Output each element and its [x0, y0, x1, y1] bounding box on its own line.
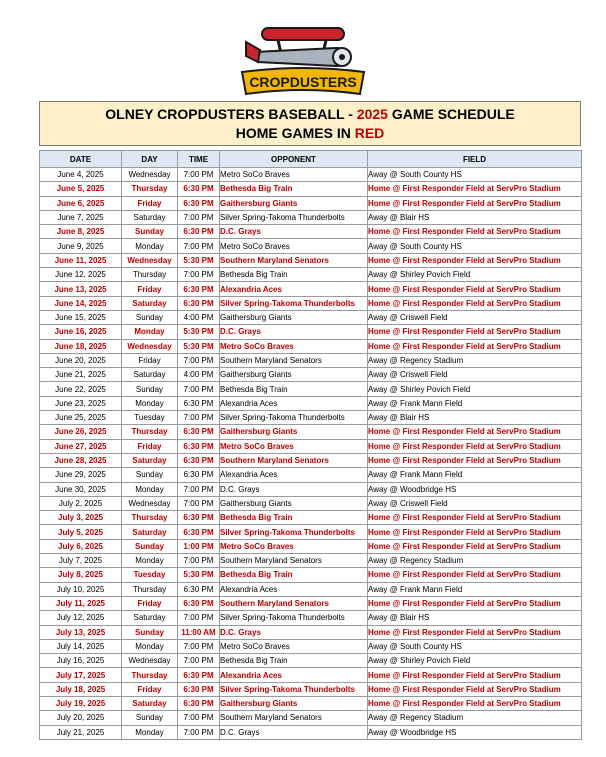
- cell-field: Away @ Woodbridge HS: [368, 482, 582, 496]
- cell-day: Thursday: [122, 268, 178, 282]
- cell-field: Home @ First Responder Field at ServPro Stadium: [368, 696, 582, 710]
- cell-date: July 12, 2025: [40, 611, 122, 625]
- cell-day: Sunday: [122, 539, 178, 553]
- cell-time: 6:30 PM: [178, 468, 220, 482]
- cell-field: Home @ First Responder Field at ServPro Stadium: [368, 196, 582, 210]
- table-row: [40, 168, 582, 182]
- cell-day: Monday: [122, 725, 178, 739]
- cell-time: 7:00 PM: [178, 353, 220, 367]
- cell-day: Friday: [122, 439, 178, 453]
- cell-date: June 23, 2025: [40, 396, 122, 410]
- cell-opponent: Metro SoCo Braves: [220, 168, 368, 182]
- cell-opponent: Silver Spring-Takoma Thunderbolts: [220, 525, 368, 539]
- table-row: [40, 568, 582, 582]
- cell-field: Home @ First Responder Field at ServPro Stadium: [368, 439, 582, 453]
- cell-opponent: Metro SoCo Braves: [220, 639, 368, 653]
- cell-day: Sunday: [122, 625, 178, 639]
- cell-day: Friday: [122, 596, 178, 610]
- table-row: [40, 525, 582, 539]
- cell-day: Sunday: [122, 225, 178, 239]
- cell-time: 6:30 PM: [178, 596, 220, 610]
- cell-time: 7:00 PM: [178, 496, 220, 510]
- cell-date: June 27, 2025: [40, 439, 122, 453]
- cell-opponent: Bethesda Big Train: [220, 568, 368, 582]
- cell-day: Saturday: [122, 296, 178, 310]
- cell-date: July 20, 2025: [40, 711, 122, 725]
- cell-day: Monday: [122, 554, 178, 568]
- cell-date: June 12, 2025: [40, 268, 122, 282]
- cell-field: Away @ Shirley Povich Field: [368, 654, 582, 668]
- cell-field: Away @ Shirley Povich Field: [368, 382, 582, 396]
- cell-time: 7:00 PM: [178, 239, 220, 253]
- cell-day: Thursday: [122, 511, 178, 525]
- header-day: DAY: [122, 151, 178, 168]
- cell-day: Friday: [122, 353, 178, 367]
- cell-opponent: Southern Maryland Senators: [220, 453, 368, 467]
- cell-day: Sunday: [122, 468, 178, 482]
- cell-time: 7:00 PM: [178, 382, 220, 396]
- table-row: [40, 611, 582, 625]
- table-row: [40, 696, 582, 710]
- table-row: [40, 411, 582, 425]
- table-row: [40, 425, 582, 439]
- cell-time: 4:00 PM: [178, 368, 220, 382]
- cell-date: July 14, 2025: [40, 639, 122, 653]
- cell-day: Saturday: [122, 210, 178, 224]
- cell-field: Away @ Frank Mann Field: [368, 582, 582, 596]
- cell-time: 6:30 PM: [178, 225, 220, 239]
- cell-opponent: Alexandria Aces: [220, 668, 368, 682]
- cell-day: Wednesday: [122, 654, 178, 668]
- cell-day: Wednesday: [122, 496, 178, 510]
- cell-day: Wednesday: [122, 168, 178, 182]
- cell-time: 6:30 PM: [178, 182, 220, 196]
- table-row: [40, 439, 582, 453]
- cell-field: Away @ Frank Mann Field: [368, 468, 582, 482]
- cell-day: Monday: [122, 639, 178, 653]
- table-row: [40, 239, 582, 253]
- table-row: [40, 654, 582, 668]
- cell-date: June 28, 2025: [40, 453, 122, 467]
- cell-opponent: Southern Maryland Senators: [220, 554, 368, 568]
- table-row: [40, 582, 582, 596]
- cell-date: June 26, 2025: [40, 425, 122, 439]
- cell-field: Home @ First Responder Field at ServPro Stadium: [368, 453, 582, 467]
- cell-date: June 8, 2025: [40, 225, 122, 239]
- table-row: [40, 353, 582, 367]
- cell-opponent: D.C. Grays: [220, 482, 368, 496]
- cell-date: June 16, 2025: [40, 325, 122, 339]
- cell-date: June 5, 2025: [40, 182, 122, 196]
- cell-date: July 10, 2025: [40, 582, 122, 596]
- cell-opponent: Bethesda Big Train: [220, 182, 368, 196]
- cell-opponent: Metro SoCo Braves: [220, 339, 368, 353]
- table-row: [40, 368, 582, 382]
- cell-date: June 18, 2025: [40, 339, 122, 353]
- cell-day: Friday: [122, 282, 178, 296]
- cell-day: Friday: [122, 682, 178, 696]
- cell-date: July 16, 2025: [40, 654, 122, 668]
- cell-field: Away @ Blair HS: [368, 411, 582, 425]
- cell-date: July 21, 2025: [40, 725, 122, 739]
- cell-field: Away @ Blair HS: [368, 210, 582, 224]
- cell-field: Away @ Regency Stadium: [368, 711, 582, 725]
- cell-opponent: Metro SoCo Braves: [220, 239, 368, 253]
- table-row: [40, 468, 582, 482]
- cell-opponent: Bethesda Big Train: [220, 511, 368, 525]
- cell-date: June 7, 2025: [40, 210, 122, 224]
- table-row: [40, 210, 582, 224]
- cell-opponent: Southern Maryland Senators: [220, 596, 368, 610]
- cell-field: Home @ First Responder Field at ServPro Stadium: [368, 425, 582, 439]
- header-date: DATE: [40, 151, 122, 168]
- cell-day: Monday: [122, 239, 178, 253]
- table-row: [40, 253, 582, 267]
- cell-field: Away @ South County HS: [368, 168, 582, 182]
- cell-day: Sunday: [122, 711, 178, 725]
- cell-time: 5:30 PM: [178, 325, 220, 339]
- cell-time: 7:00 PM: [178, 654, 220, 668]
- cell-opponent: Alexandria Aces: [220, 396, 368, 410]
- cell-field: Away @ Shirley Povich Field: [368, 268, 582, 282]
- cell-day: Monday: [122, 325, 178, 339]
- cell-day: Thursday: [122, 668, 178, 682]
- cell-field: Home @ First Responder Field at ServPro Stadium: [368, 282, 582, 296]
- cell-day: Thursday: [122, 582, 178, 596]
- cell-time: 6:30 PM: [178, 439, 220, 453]
- cell-date: July 13, 2025: [40, 625, 122, 639]
- table-row: [40, 296, 582, 310]
- table-row: [40, 511, 582, 525]
- cell-day: Saturday: [122, 525, 178, 539]
- logo-text: CROPDUSTERS: [249, 74, 357, 90]
- cell-opponent: Silver Spring-Takoma Thunderbolts: [220, 611, 368, 625]
- table-row: [40, 596, 582, 610]
- table-row: [40, 396, 582, 410]
- cell-time: 6:30 PM: [178, 453, 220, 467]
- header-time: TIME: [178, 151, 220, 168]
- cropdusters-logo: [240, 22, 366, 100]
- cell-date: July 5, 2025: [40, 525, 122, 539]
- cell-day: Thursday: [122, 425, 178, 439]
- table-row: [40, 539, 582, 553]
- cell-time: 11:00 AM: [178, 625, 220, 639]
- cell-field: Home @ First Responder Field at ServPro Stadium: [368, 596, 582, 610]
- cell-time: 7:00 PM: [178, 411, 220, 425]
- cell-date: June 25, 2025: [40, 411, 122, 425]
- cell-time: 4:00 PM: [178, 310, 220, 324]
- cell-field: Away @ South County HS: [368, 239, 582, 253]
- cell-date: June 15, 2025: [40, 310, 122, 324]
- cell-date: July 18, 2025: [40, 682, 122, 696]
- cell-time: 6:30 PM: [178, 582, 220, 596]
- cell-date: June 9, 2025: [40, 239, 122, 253]
- cell-time: 6:30 PM: [178, 668, 220, 682]
- cell-day: Tuesday: [122, 568, 178, 582]
- table-row: [40, 625, 582, 639]
- cell-opponent: Metro SoCo Braves: [220, 539, 368, 553]
- cell-field: Away @ Blair HS: [368, 611, 582, 625]
- cell-opponent: Metro SoCo Braves: [220, 439, 368, 453]
- table-row: [40, 639, 582, 653]
- table-row: [40, 310, 582, 324]
- table-row: [40, 268, 582, 282]
- cell-field: Home @ First Responder Field at ServPro Stadium: [368, 568, 582, 582]
- table-row: [40, 711, 582, 725]
- schedule-table: [39, 150, 582, 740]
- cell-date: June 22, 2025: [40, 382, 122, 396]
- table-row: [40, 482, 582, 496]
- cell-opponent: D.C. Grays: [220, 725, 368, 739]
- cell-opponent: Bethesda Big Train: [220, 382, 368, 396]
- cell-field: Home @ First Responder Field at ServPro Stadium: [368, 339, 582, 353]
- table-row: [40, 668, 582, 682]
- cell-field: Home @ First Responder Field at ServPro Stadium: [368, 668, 582, 682]
- table-row: [40, 196, 582, 210]
- cell-date: July 19, 2025: [40, 696, 122, 710]
- cell-time: 5:30 PM: [178, 253, 220, 267]
- cell-time: 6:30 PM: [178, 296, 220, 310]
- cell-opponent: Gaithersburg Giants: [220, 425, 368, 439]
- cell-date: July 3, 2025: [40, 511, 122, 525]
- cell-day: Wednesday: [122, 253, 178, 267]
- cell-day: Friday: [122, 196, 178, 210]
- cell-field: Home @ First Responder Field at ServPro Stadium: [368, 253, 582, 267]
- cell-day: Thursday: [122, 182, 178, 196]
- cell-opponent: D.C. Grays: [220, 225, 368, 239]
- cell-field: Away @ Frank Mann Field: [368, 396, 582, 410]
- cell-date: July 7, 2025: [40, 554, 122, 568]
- table-row: [40, 554, 582, 568]
- title-line-2: HOME GAMES IN RED: [235, 125, 385, 141]
- cell-opponent: Southern Maryland Senators: [220, 353, 368, 367]
- cell-opponent: Gaithersburg Giants: [220, 696, 368, 710]
- cell-time: 7:00 PM: [178, 482, 220, 496]
- cell-time: 6:30 PM: [178, 511, 220, 525]
- cell-opponent: Alexandria Aces: [220, 282, 368, 296]
- cell-day: Wednesday: [122, 339, 178, 353]
- cell-date: July 17, 2025: [40, 668, 122, 682]
- cell-time: 6:30 PM: [178, 282, 220, 296]
- header-opponent: OPPONENT: [220, 151, 368, 168]
- cell-time: 7:00 PM: [178, 268, 220, 282]
- cell-time: 7:00 PM: [178, 725, 220, 739]
- cell-date: July 2, 2025: [40, 496, 122, 510]
- cell-date: July 8, 2025: [40, 568, 122, 582]
- cell-time: 7:00 PM: [178, 554, 220, 568]
- cell-time: 6:30 PM: [178, 525, 220, 539]
- cell-field: Away @ Criswell Field: [368, 368, 582, 382]
- cell-day: Sunday: [122, 310, 178, 324]
- cell-date: June 29, 2025: [40, 468, 122, 482]
- cell-opponent: Gaithersburg Giants: [220, 496, 368, 510]
- cell-opponent: Bethesda Big Train: [220, 654, 368, 668]
- cell-date: June 21, 2025: [40, 368, 122, 382]
- cell-day: Saturday: [122, 453, 178, 467]
- table-row: [40, 453, 582, 467]
- cell-field: Away @ Regency Stadium: [368, 554, 582, 568]
- cell-day: Monday: [122, 396, 178, 410]
- schedule-title: [39, 101, 581, 146]
- cell-opponent: Alexandria Aces: [220, 582, 368, 596]
- table-row: [40, 225, 582, 239]
- cell-date: June 20, 2025: [40, 353, 122, 367]
- table-row: [40, 682, 582, 696]
- cell-time: 7:00 PM: [178, 711, 220, 725]
- cell-field: Home @ First Responder Field at ServPro Stadium: [368, 539, 582, 553]
- cell-date: June 11, 2025: [40, 253, 122, 267]
- cell-time: 6:30 PM: [178, 682, 220, 696]
- cell-time: 7:00 PM: [178, 611, 220, 625]
- table-row: [40, 339, 582, 353]
- cell-time: 6:30 PM: [178, 396, 220, 410]
- table-row: [40, 282, 582, 296]
- table-row: [40, 725, 582, 739]
- cell-field: Home @ First Responder Field at ServPro Stadium: [368, 225, 582, 239]
- header-field: FIELD: [368, 151, 582, 168]
- cell-opponent: Gaithersburg Giants: [220, 368, 368, 382]
- cell-opponent: Alexandria Aces: [220, 468, 368, 482]
- table-row: [40, 182, 582, 196]
- cell-field: Home @ First Responder Field at ServPro Stadium: [368, 296, 582, 310]
- cell-time: 7:00 PM: [178, 168, 220, 182]
- cell-time: 1:00 PM: [178, 539, 220, 553]
- table-header-row: [40, 151, 582, 168]
- cell-day: Saturday: [122, 611, 178, 625]
- cell-date: June 14, 2025: [40, 296, 122, 310]
- cell-day: Saturday: [122, 368, 178, 382]
- cell-time: 6:30 PM: [178, 196, 220, 210]
- cell-field: Home @ First Responder Field at ServPro Stadium: [368, 625, 582, 639]
- cell-time: 5:30 PM: [178, 339, 220, 353]
- cell-day: Sunday: [122, 382, 178, 396]
- cell-field: Away @ Woodbridge HS: [368, 725, 582, 739]
- cell-field: Home @ First Responder Field at ServPro Stadium: [368, 182, 582, 196]
- table-row: [40, 382, 582, 396]
- cell-opponent: Southern Maryland Senators: [220, 253, 368, 267]
- cell-time: 7:00 PM: [178, 210, 220, 224]
- cell-day: Saturday: [122, 696, 178, 710]
- cell-day: Tuesday: [122, 411, 178, 425]
- cell-opponent: Bethesda Big Train: [220, 268, 368, 282]
- cell-opponent: Silver Spring-Takoma Thunderbolts: [220, 682, 368, 696]
- cell-time: 5:30 PM: [178, 568, 220, 582]
- cell-time: 7:00 PM: [178, 639, 220, 653]
- title-line-1: OLNEY CROPDUSTERS BASEBALL - 2025 GAME SCHEDULE: [105, 106, 515, 122]
- cell-date: June 4, 2025: [40, 168, 122, 182]
- cell-opponent: Silver Spring-Takoma Thunderbolts: [220, 210, 368, 224]
- table-row: [40, 325, 582, 339]
- cell-day: Monday: [122, 482, 178, 496]
- cell-field: Away @ Criswell Field: [368, 310, 582, 324]
- cell-field: Home @ First Responder Field at ServPro Stadium: [368, 682, 582, 696]
- cell-field: Away @ Criswell Field: [368, 496, 582, 510]
- cell-field: Home @ First Responder Field at ServPro Stadium: [368, 525, 582, 539]
- cell-date: June 13, 2025: [40, 282, 122, 296]
- cell-field: Home @ First Responder Field at ServPro Stadium: [368, 325, 582, 339]
- cell-opponent: Gaithersburg Giants: [220, 310, 368, 324]
- cell-time: 6:30 PM: [178, 425, 220, 439]
- table-row: [40, 496, 582, 510]
- cell-field: Away @ Regency Stadium: [368, 353, 582, 367]
- cell-time: 6:30 PM: [178, 696, 220, 710]
- cell-date: July 6, 2025: [40, 539, 122, 553]
- cell-opponent: D.C. Grays: [220, 625, 368, 639]
- cell-date: July 11, 2025: [40, 596, 122, 610]
- cell-opponent: Gaithersburg Giants: [220, 196, 368, 210]
- cell-date: June 30, 2025: [40, 482, 122, 496]
- cell-opponent: Southern Maryland Senators: [220, 711, 368, 725]
- cell-opponent: Silver Spring-Takoma Thunderbolts: [220, 296, 368, 310]
- cell-date: June 6, 2025: [40, 196, 122, 210]
- cell-field: Away @ South County HS: [368, 639, 582, 653]
- cell-field: Home @ First Responder Field at ServPro Stadium: [368, 511, 582, 525]
- cell-opponent: D.C. Grays: [220, 325, 368, 339]
- cell-opponent: Silver Spring-Takoma Thunderbolts: [220, 411, 368, 425]
